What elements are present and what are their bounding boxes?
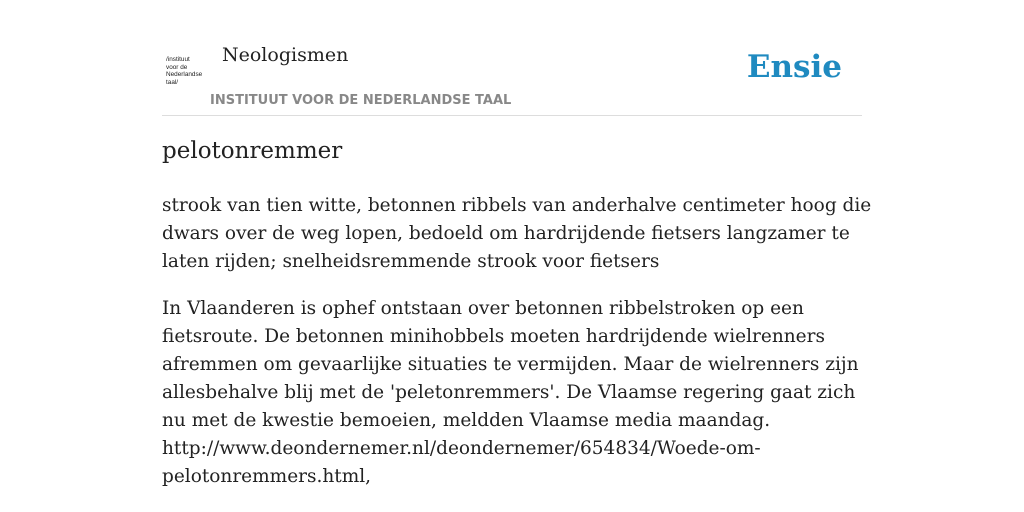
ivdnt-logo[interactable] <box>166 56 208 86</box>
logo-line: voor de <box>166 63 188 71</box>
logo-line: /instituut <box>166 56 190 63</box>
organization-name: INSTITUUT VOOR DE NEDERLANDSE TAAL <box>210 93 512 108</box>
entry-definition: strook van tien witte, betonnen ribbels van anderhalve centimeter hoog die dwars over de weg lopen, bedoeld om hardrijdende fietsers langzamer te laten rijden; snelheidsremmende strook voor fietsers <box>162 195 872 272</box>
header <box>162 40 862 116</box>
site-title[interactable]: Neologismen <box>222 44 349 66</box>
source-reference: http://www.deondernemer.nl/deondernemer/654834/Woede-om-pelotonremmers.html, <box>162 438 761 487</box>
logo-line: taal/ <box>166 78 179 86</box>
entry-example <box>162 295 872 491</box>
logo-line: Nederlandse <box>166 71 203 79</box>
ensie-logo[interactable]: Ensie <box>746 49 842 85</box>
example-text: In Vlaanderen is ophef ontstaan over betonnen ribbelstroken op een fietsroute. De betonnen minihobbels moeten hardrijdende wielrenners afremmen om gevaarlijke situaties te vermijden. Maar de wielrenners zijn allesbehalve blij met de 'peletonremmers'. De Vlaamse regering gaat zich nu met de kwestie bemoeien, meldden Vlaamse media maandag. <box>162 298 859 431</box>
entry-headword: pelotonremmer <box>162 138 343 164</box>
